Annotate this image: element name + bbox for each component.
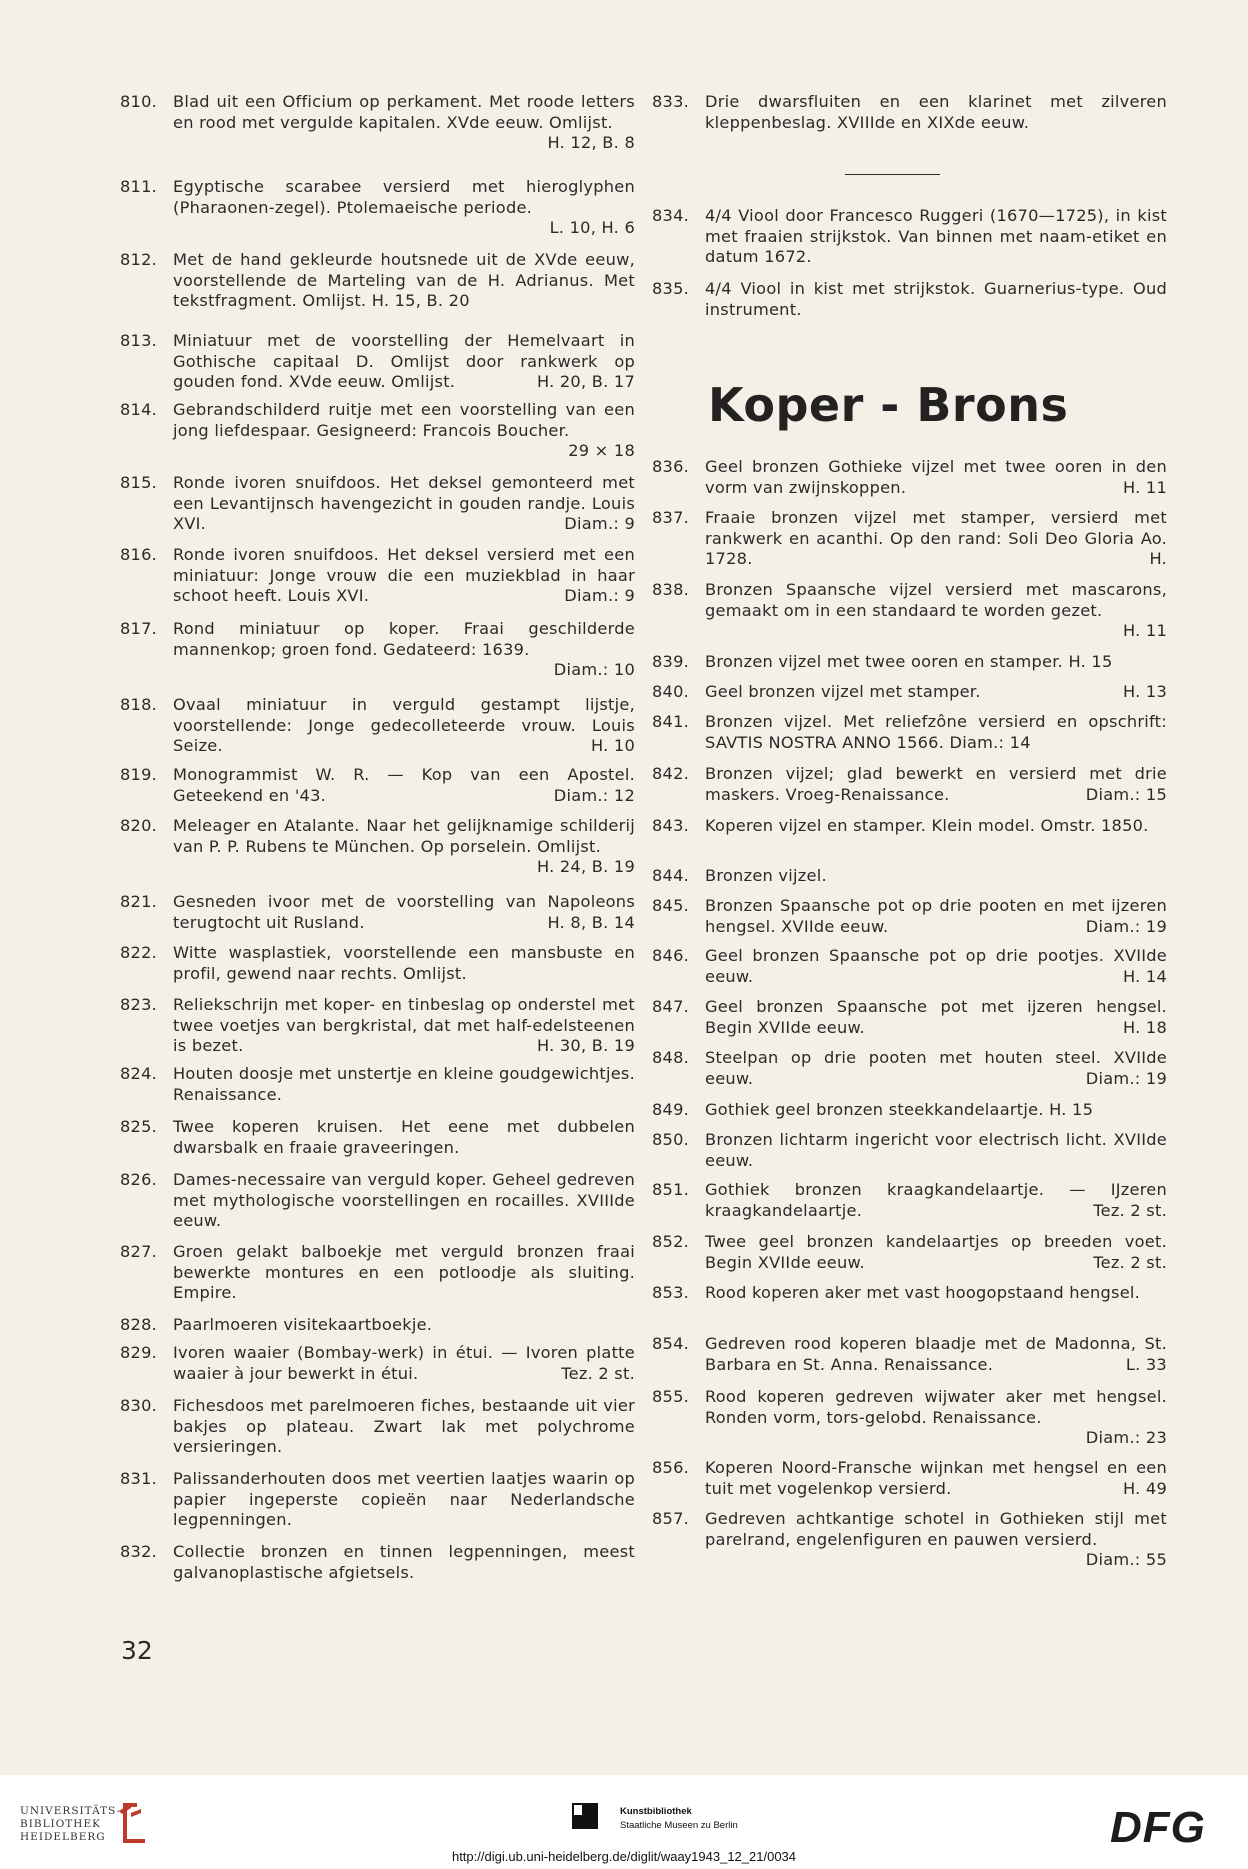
catalogue-entry	[652, 712, 1167, 753]
entry-measurement: Diam.: 55	[1078, 1550, 1167, 1571]
entry-number: 855.	[652, 1387, 690, 1406]
catalogue-entry	[120, 177, 635, 237]
catalogue-entry	[652, 682, 1167, 703]
entry-measurement: H. 18	[1115, 1018, 1167, 1039]
entry-description: Rond miniatuur op koper. Fraai geschilderde mannenkop; groen fond. Gedateerd: 1639.	[173, 619, 635, 659]
heidelberg-library-logo[interactable]	[20, 1805, 121, 1844]
entry-number: 825.	[120, 1117, 158, 1136]
entry-description: Gedreven achtkantige schotel in Gothieken stijl met parelrand, engelenfiguren en pauwen versierd.	[705, 1509, 1167, 1549]
entry-measurement: Diam.: 23	[1078, 1428, 1167, 1449]
entry-measurement: Tez. 2 st.	[1085, 1201, 1167, 1222]
entry-measurement: Diam.: 9	[556, 586, 635, 607]
entry-number: 850.	[652, 1130, 690, 1149]
catalogue-entry	[652, 580, 1167, 642]
entry-number: 810.	[120, 92, 158, 111]
entry-number: 837.	[652, 508, 690, 527]
entry-description: Twee koperen kruisen. Het eene met dubbelen dwarsbalk en fraaie graveeringen.	[173, 1117, 635, 1157]
entry-measurement: Diam.: 19	[1078, 917, 1167, 938]
entry-measurement: Diam.: 10	[546, 660, 635, 681]
entry-description: Gedreven rood koperen blaadje met de Madonna, St. Barbara en St. Anna. Renaissance.	[705, 1334, 1167, 1374]
entry-number: 822.	[120, 943, 158, 962]
entry-measurement: H. 49	[1115, 1479, 1167, 1500]
catalogue-entry	[652, 1180, 1167, 1221]
catalogue-entry	[652, 1048, 1167, 1089]
catalogue-entry	[652, 896, 1167, 937]
entry-description: Steelpan op drie pooten met houten steel. XVIIde eeuw.	[705, 1048, 1167, 1088]
entry-number: 842.	[652, 764, 690, 783]
catalogue-entry	[652, 1232, 1167, 1273]
entry-number: 827.	[120, 1242, 158, 1261]
entry-number: 817.	[120, 619, 158, 638]
entry-description: Reliekschrijn met koper- en tinbeslag op onderstel met twee voetjes van bergkristal, dat met half-edelsteenen is bezet.	[173, 995, 635, 1055]
catalogue-entry	[652, 946, 1167, 987]
entry-measurement: H. 11	[1115, 478, 1167, 499]
kb-title: Kunstbibliothek	[620, 1806, 692, 1817]
entry-number: 814.	[120, 400, 158, 419]
catalogue-entry	[652, 1509, 1167, 1571]
catalogue-entry	[652, 1334, 1167, 1375]
entry-description: Fraaie bronzen vijzel met stamper, versierd met rankwerk en acanthi. Op den rand: Soli Deo Gloria Ao. 1728.	[705, 508, 1167, 568]
catalogue-entry	[652, 1458, 1167, 1499]
section-divider	[845, 174, 940, 175]
entry-number: 839.	[652, 652, 690, 671]
entry-description: Groen gelakt balboekje met verguld bronzen fraai bewerkte montures en een potloodje als sluiting. Empire.	[173, 1242, 635, 1302]
entry-measurement: Diam.: 12	[546, 786, 635, 807]
entry-measurement: H. 13	[1115, 682, 1167, 703]
catalogue-entry	[120, 1064, 635, 1105]
entry-number: 823.	[120, 995, 158, 1014]
entry-number: 834.	[652, 206, 690, 225]
entry-description: Collectie bronzen en tinnen legpenningen, meest galvanoplastische afgietsels.	[173, 1542, 635, 1582]
entry-description: Blad uit een Officium op perkament. Met roode letters en rood met vergulde kapitalen. XVde eeuw. Omlijst.	[173, 92, 635, 132]
entry-description: Geel bronzen Gothieke vijzel met twee ooren in den vorm van zwijnskoppen.	[705, 457, 1167, 497]
catalogue-entry	[120, 92, 635, 154]
catalogue-entry	[120, 892, 635, 933]
uni-logo-line: BIBLIOTHEK	[20, 1818, 101, 1830]
uni-logo-line: HEIDELBERG	[20, 1831, 106, 1843]
catalogue-entry	[120, 765, 635, 806]
entry-description: Bronzen Spaansche pot op drie pooten en met ijzeren hengsel. XVIIde eeuw.	[705, 896, 1167, 936]
entry-description: Witte wasplastiek, voorstellende een mansbuste en profil, gewend naar rechts. Omlijst.	[173, 943, 635, 983]
entry-number: 844.	[652, 866, 690, 885]
catalogue-entry	[120, 250, 635, 312]
entry-number: 849.	[652, 1100, 690, 1119]
entry-description: Egyptische scarabee versierd met hieroglyphen (Pharaonen-zegel). Ptolemaeische periode.	[173, 177, 635, 217]
entry-measurement: H.	[1141, 549, 1167, 570]
catalogue-entry	[120, 1396, 635, 1458]
entry-description: Twee geel bronzen kandelaartjes op breeden voet. Begin XVIIde eeuw.	[705, 1232, 1167, 1272]
entry-number: 838.	[652, 580, 690, 599]
catalogue-entry	[652, 457, 1167, 498]
catalogue-entry	[120, 943, 635, 984]
entry-number: 826.	[120, 1170, 158, 1189]
catalogue-entry	[120, 816, 635, 878]
catalogue-entry	[652, 206, 1167, 268]
catalogue-entry	[652, 1130, 1167, 1171]
entry-number: 852.	[652, 1232, 690, 1251]
entry-measurement: Diam.: 9	[556, 514, 635, 535]
entry-number: 821.	[120, 892, 158, 911]
entry-number: 830.	[120, 1396, 158, 1415]
entry-description: Meleager en Atalante. Naar het gelijknamige schilderij van P. P. Rubens te München. Op porselein. Omlijst.	[173, 816, 635, 856]
entry-measurement: Diam.: 19	[1078, 1069, 1167, 1090]
catalogue-entry	[120, 1542, 635, 1583]
entry-description: 4/4 Viool door Francesco Ruggeri (1670—1725), in kist met fraaien strijkstok. Van binnen met naam-etiket en datum 1672.	[705, 206, 1167, 266]
catalogue-entry	[652, 92, 1167, 133]
entry-description: Bronzen lichtarm ingericht voor electrisch licht. XVIIde eeuw.	[705, 1130, 1167, 1170]
entry-number: 816.	[120, 545, 158, 564]
entry-number: 829.	[120, 1343, 158, 1362]
section-heading: Koper - Brons	[708, 378, 1069, 432]
catalogue-entry	[652, 1387, 1167, 1449]
entry-measurement: 29 × 18	[560, 441, 635, 462]
catalogue-entry	[652, 279, 1167, 320]
page-number: 32	[121, 1636, 153, 1665]
entry-number: 846.	[652, 946, 690, 965]
entry-description: Bronzen vijzel.	[705, 866, 827, 885]
entry-number: 813.	[120, 331, 158, 350]
entry-number: 856.	[652, 1458, 690, 1477]
entry-description: Fichesdoos met parelmoeren fiches, bestaande uit vier bakjes op plateau. Zwart lak met polychrome versieringen.	[173, 1396, 635, 1456]
entry-description: Dames-necessaire van verguld koper. Geheel gedreven met mythologische voorstellingen en rocailles. XVIIIde eeuw.	[173, 1170, 635, 1230]
entry-description: Bronzen vijzel met twee ooren en stamper. H. 15	[705, 652, 1113, 671]
entry-measurement: Tez. 2 st.	[553, 1364, 635, 1385]
catalogue-entry	[120, 1170, 635, 1232]
entry-number: 851.	[652, 1180, 690, 1199]
entry-description: Drie dwarsfluiten en een klarinet met zilveren kleppenbeslag. XVIIIde en XIXde eeuw.	[705, 92, 1167, 132]
catalogue-entry	[120, 545, 635, 607]
entry-measurement: L. 33	[1118, 1355, 1167, 1376]
catalogue-entry	[120, 995, 635, 1057]
entry-description: Koperen vijzel en stamper. Klein model. Omstr. 1850.	[705, 816, 1149, 835]
catalogue-entry	[652, 997, 1167, 1038]
source-url[interactable]: http://digi.ub.uni-heidelberg.de/diglit/waay1943_12_21/0034	[451, 1849, 797, 1864]
entry-description: Gebrandschilderd ruitje met een voorstelling van een jong liefdespaar. Gesigneerd: Francois Boucher.	[173, 400, 635, 440]
entry-measurement: H. 14	[1115, 967, 1167, 988]
entry-number: 835.	[652, 279, 690, 298]
entry-description: Palissanderhouten doos met veertien laatjes waarin op papier ingeperste copieën naar Nederlandsche legpenningen.	[173, 1469, 635, 1529]
entry-description: Houten doosje met unstertje en kleine goudgewichtjes. Renaissance.	[173, 1064, 635, 1104]
entry-description: Geel bronzen Spaansche pot op drie pootjes. XVIIde eeuw.	[705, 946, 1167, 986]
entry-description: Ronde ivoren snuifdoos. Het deksel versierd met een miniatuur: Jonge vrouw die een muziekblad in haar schoot heeft. Louis XVI.	[173, 545, 635, 605]
entry-description: Geel bronzen vijzel met stamper.	[705, 682, 981, 701]
entry-number: 847.	[652, 997, 690, 1016]
entry-measurement: H. 12, B. 8	[539, 133, 635, 154]
entry-number: 840.	[652, 682, 690, 701]
entry-number: 845.	[652, 896, 690, 915]
heidelberg-mark-icon	[117, 1799, 151, 1843]
entry-measurement: H. 11	[1115, 621, 1167, 642]
uni-logo-line: UNIVERSITÄTS-	[20, 1805, 122, 1817]
entry-description: Ronde ivoren snuifdoos. Het deksel gemonteerd met een Levantijnsch havengezicht in gouden randje. Louis XVI.	[173, 473, 635, 533]
entry-number: 811.	[120, 177, 158, 196]
catalogue-entry	[120, 1315, 635, 1336]
entry-description: Miniatuur met de voorstelling der Hemelvaart in Gothische capitaal D. Omlijst door rankwerk op gouden fond. XVde eeuw. Omlijst.	[173, 331, 635, 391]
entry-number: 819.	[120, 765, 158, 784]
catalogue-entry	[120, 473, 635, 535]
kb-subtitle: Staatliche Museen zu Berlin	[620, 1820, 738, 1831]
entry-number: 832.	[120, 1542, 158, 1561]
catalogue-entry	[120, 400, 635, 462]
dfg-logo[interactable]: DFG	[1110, 1803, 1206, 1852]
catalogue-entry	[652, 652, 1167, 673]
entry-number: 853.	[652, 1283, 690, 1302]
catalogue-entry	[120, 1469, 635, 1531]
entry-number: 820.	[120, 816, 158, 835]
entry-description: Gothiek bronzen kraagkandelaartje. — IJzeren kraagkandelaartje.	[705, 1180, 1167, 1220]
entry-description: Gesneden ivoor met de voorstelling van Napoleons terugtocht uit Rusland.	[173, 892, 635, 932]
catalogue-entry	[652, 764, 1167, 805]
entry-measurement: H. 8, B. 14	[539, 913, 635, 934]
entry-number: 836.	[652, 457, 690, 476]
entry-number: 841.	[652, 712, 690, 731]
entry-description: Koperen Noord-Fransche wijnkan met hengsel en een tuit met vogelenkop versierd.	[705, 1458, 1167, 1498]
catalogue-entry	[120, 1117, 635, 1158]
entry-description: Met de hand gekleurde houtsnede uit de XVde eeuw, voorstellende de Marteling van de H. Adrianus. Met tekstfragment. Omlijst. H. 15, B. 20	[173, 250, 635, 310]
catalogue-entry	[120, 1242, 635, 1304]
entry-number: 854.	[652, 1334, 690, 1353]
catalogue-entry	[120, 1343, 635, 1384]
entry-number: 824.	[120, 1064, 158, 1083]
entry-number: 831.	[120, 1469, 158, 1488]
entry-number: 833.	[652, 92, 690, 111]
entry-number: 843.	[652, 816, 690, 835]
entry-description: 4/4 Viool in kist met strijkstok. Guarnerius-type. Oud instrument.	[705, 279, 1167, 319]
catalogue-entry	[652, 816, 1167, 857]
entry-description: Gothiek geel bronzen steekkandelaartje. H. 15	[705, 1100, 1094, 1119]
entry-number: 848.	[652, 1048, 690, 1067]
catalogue-entry	[652, 508, 1167, 570]
catalogue-entry	[652, 1100, 1167, 1121]
entry-number: 818.	[120, 695, 158, 714]
entry-measurement: H. 24, B. 19	[529, 857, 635, 878]
catalogue-entry	[120, 695, 635, 757]
entry-measurement: H. 10	[583, 736, 635, 757]
entry-description: Bronzen vijzel; glad bewerkt en versierd met drie maskers. Vroeg-Renaissance.	[705, 764, 1167, 804]
catalogue-entry	[120, 619, 635, 679]
catalogue-entry	[652, 866, 1167, 887]
kunstbibliothek-logo[interactable]	[620, 1805, 738, 1833]
entry-measurement: H. 20, B. 17	[529, 372, 635, 393]
entry-measurement: Tez. 2 st.	[1085, 1253, 1167, 1274]
footer-bar	[0, 1775, 1248, 1869]
entry-description: Ovaal miniatuur in verguld gestampt lijstje, voorstellende: Jonge gedecolleteerde vrouw. Louis Seize.	[173, 695, 635, 755]
catalogue-entry	[652, 1283, 1167, 1324]
entry-description: Bronzen Spaansche vijzel versierd met mascarons, gemaakt om in een standaard te worden gezet.	[705, 580, 1167, 620]
entry-measurement: L. 10, H. 6	[542, 218, 635, 239]
entry-measurement: Diam.: 15	[1078, 785, 1167, 806]
entry-description: Geel bronzen Spaansche pot met ijzeren hengsel. Begin XVIIde eeuw.	[705, 997, 1167, 1037]
entry-measurement: H. 30, B. 19	[529, 1036, 635, 1057]
entry-number: 812.	[120, 250, 158, 269]
entry-number: 815.	[120, 473, 158, 492]
entry-number: 857.	[652, 1509, 690, 1528]
entry-description: Ivoren waaier (Bombay-werk) in étui. — Ivoren platte waaier à jour bewerkt in étui.	[173, 1343, 635, 1383]
entry-description: Rood koperen aker met vast hoogopstaand hengsel.	[705, 1283, 1141, 1302]
catalogue-entry	[120, 331, 635, 393]
entry-description: Paarlmoeren visitekaartboekje.	[173, 1315, 433, 1334]
entry-description: Bronzen vijzel. Met reliefzône versierd en opschrift: SAVTIS NOSTRA ANNO 1566. Diam.: 14	[705, 712, 1167, 752]
entry-description: Monogrammist W. R. — Kop van een Apostel. Geteekend en '43.	[173, 765, 635, 805]
entry-number: 828.	[120, 1315, 158, 1334]
kunstbibliothek-mark-icon	[572, 1803, 598, 1829]
entry-description: Rood koperen gedreven wijwater aker met hengsel. Ronden vorm, tors-gelobd. Renaissance.	[705, 1387, 1167, 1427]
